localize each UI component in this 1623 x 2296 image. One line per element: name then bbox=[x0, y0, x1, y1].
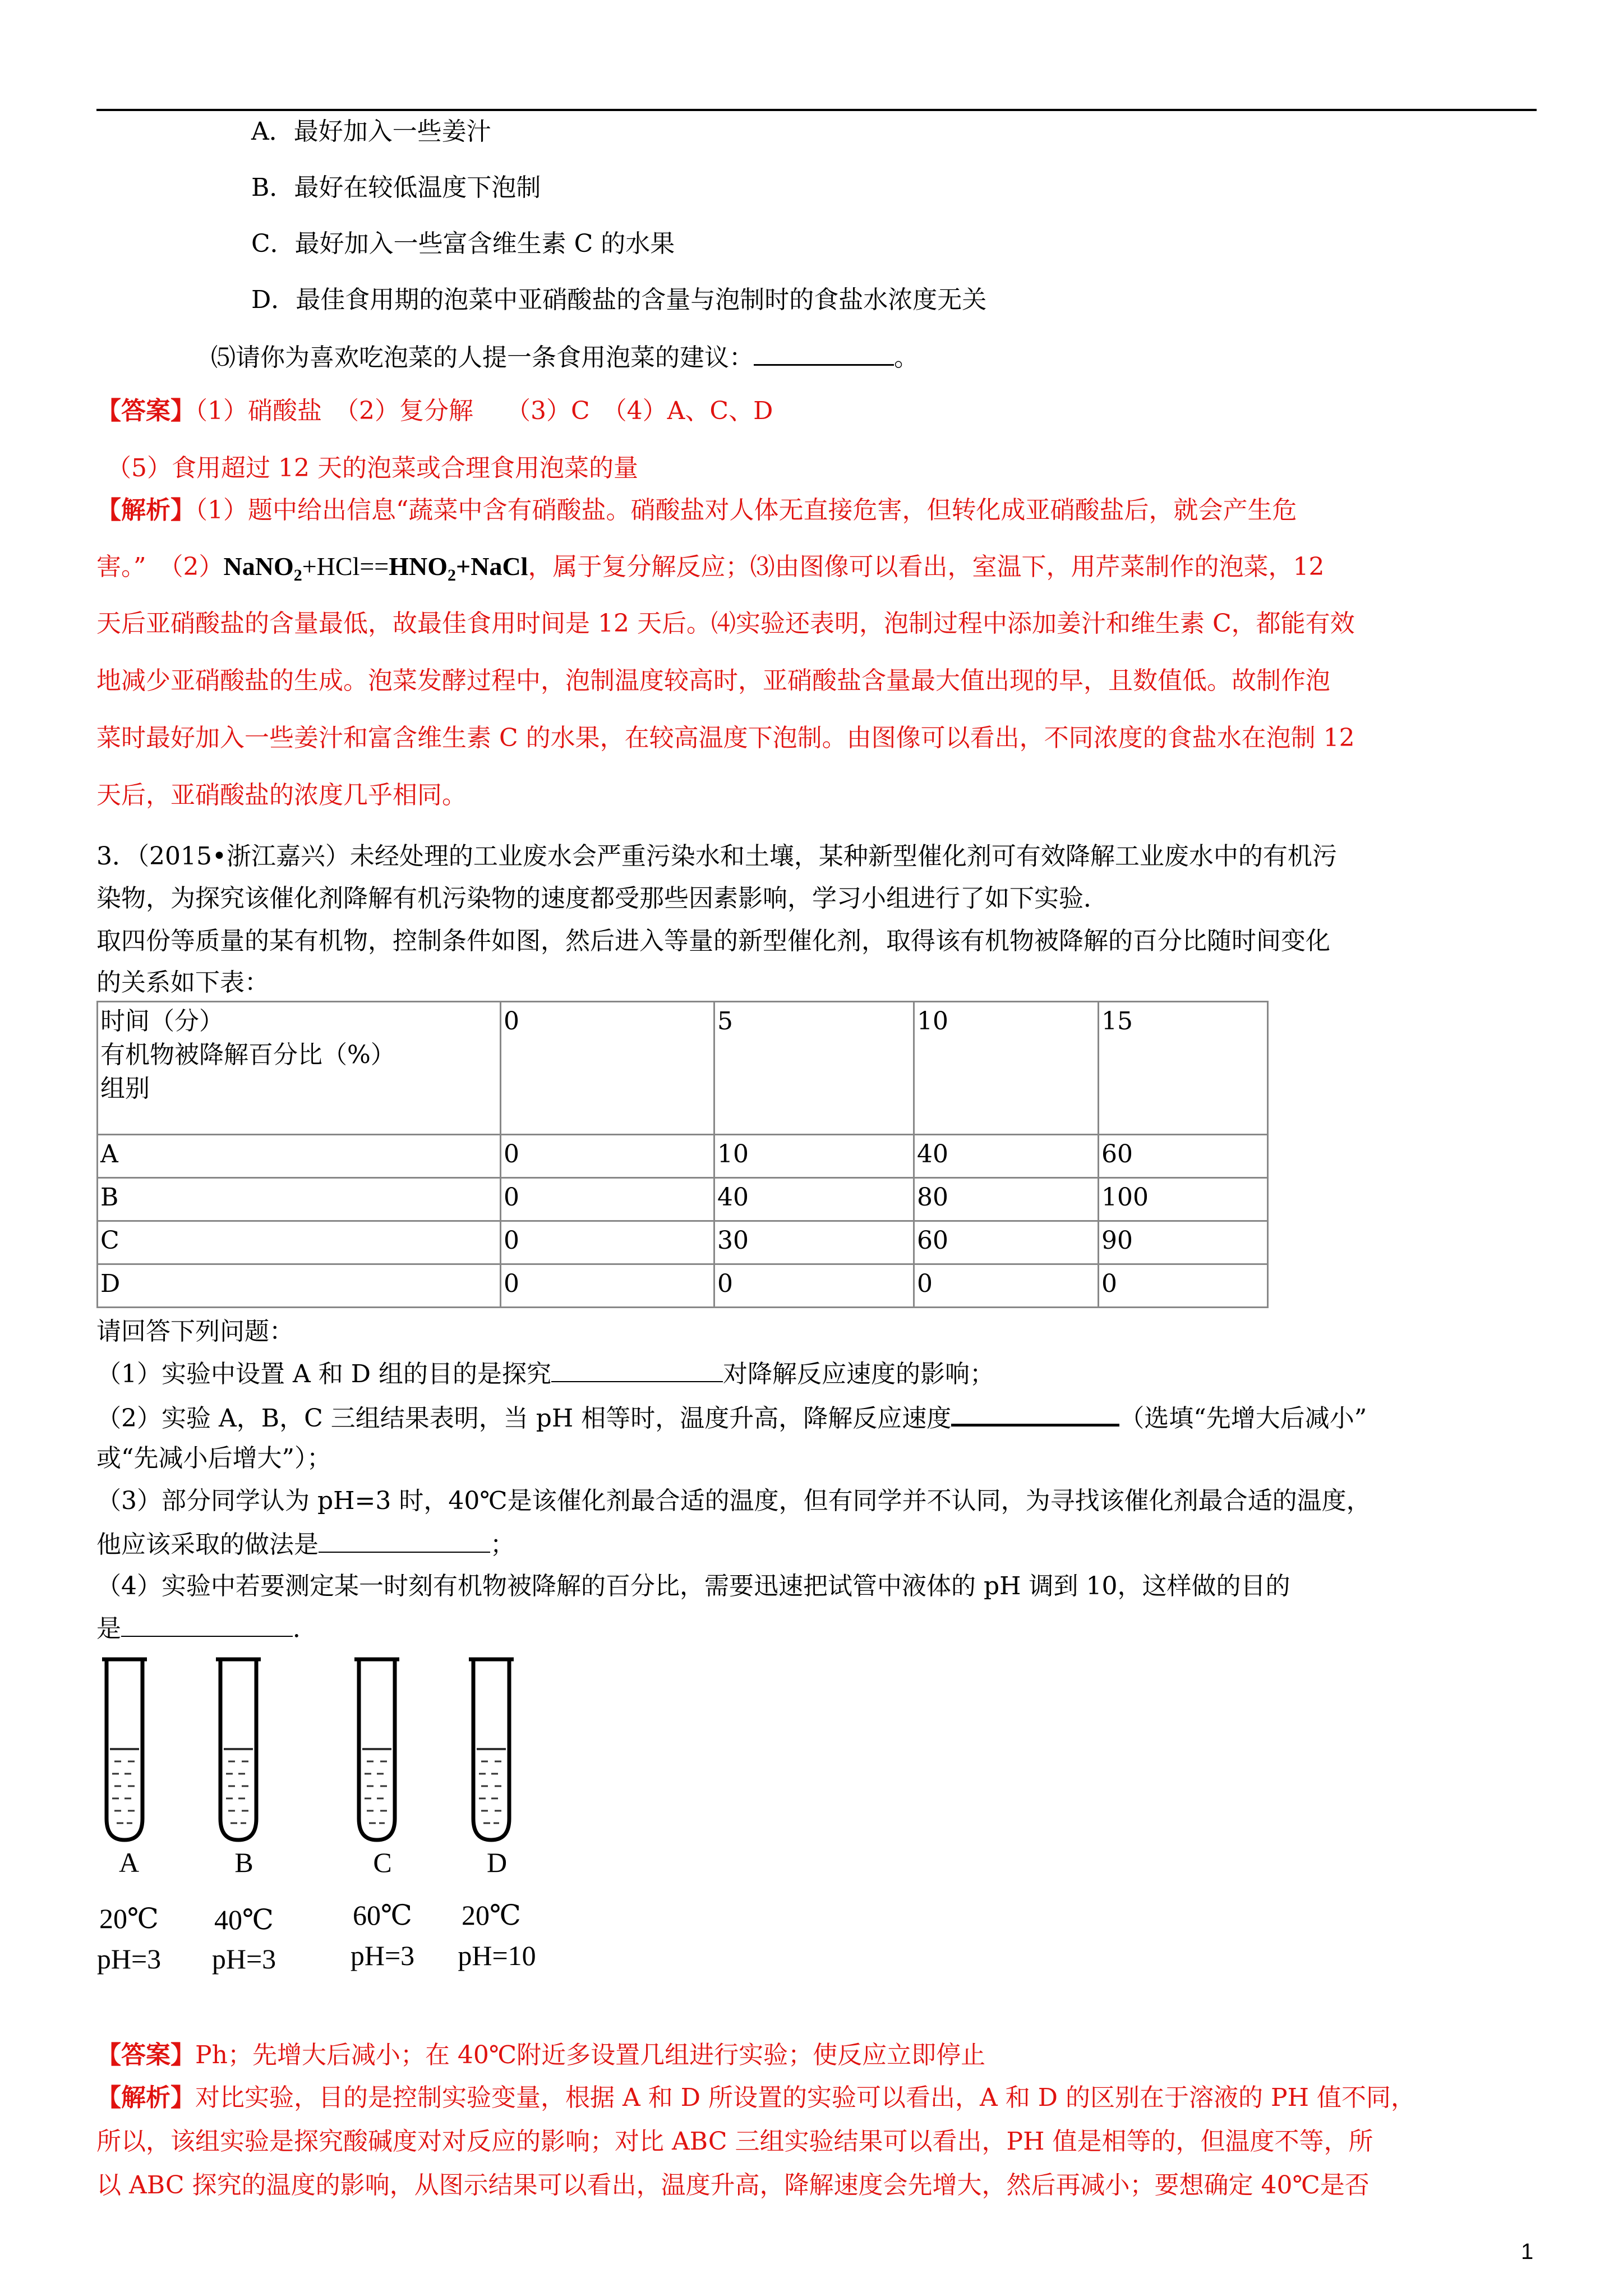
header-time-label: 时间（分） bbox=[100, 1007, 224, 1036]
question-4-cont bbox=[96, 1611, 317, 1646]
q3-intro-line1: 3．（2015•浙江嘉兴）未经处理的工业废水会严重污染水和土壤，某种新型催化剂可有效降解工业废水中的有机污 bbox=[96, 842, 1337, 871]
q3-analysis-line1 bbox=[96, 2081, 1415, 2115]
table-cell: 40 bbox=[714, 1178, 914, 1221]
table-cell: 10 bbox=[914, 1002, 1099, 1135]
answer-blank[interactable] bbox=[951, 1399, 1119, 1427]
tube-label-a: A bbox=[118, 1847, 140, 1878]
header-group-label: 组别 bbox=[100, 1074, 150, 1103]
question-2-cont: 或“先减小后增大”）； bbox=[96, 1444, 331, 1473]
table-row bbox=[98, 1221, 1268, 1264]
question-text: （1）实验中设置 A 和 D 组的目的是探究 bbox=[96, 1360, 551, 1388]
formula-nano2: NaNO bbox=[223, 552, 294, 581]
table-cell: 30 bbox=[714, 1221, 914, 1264]
table-cell: C bbox=[98, 1221, 501, 1264]
sub-question-5-end: 。 bbox=[894, 343, 919, 372]
degradation-table bbox=[96, 1001, 1269, 1308]
q2-analysis-line1 bbox=[96, 494, 1297, 527]
formula-subscript: 2 bbox=[448, 566, 457, 585]
page-number: 1 bbox=[1521, 2239, 1534, 2264]
table-cell: B bbox=[98, 1178, 501, 1221]
table-cell: 0 bbox=[714, 1264, 914, 1308]
table-cell: 0 bbox=[501, 1264, 714, 1308]
formula-nacl: +NaCl bbox=[456, 552, 528, 581]
answer-blank[interactable] bbox=[121, 1611, 293, 1637]
question-1 bbox=[96, 1356, 994, 1391]
analysis-text: （1）题中给出信息“蔬菜中含有硝酸盐。硝酸盐对人体无直接危害，但转化成亚硝酸盐后，就会产生危 bbox=[195, 496, 1297, 524]
tube-temp-d: 20℃ bbox=[462, 1899, 521, 1931]
tube-temp-b: 40℃ bbox=[214, 1904, 274, 1935]
answer-blank[interactable] bbox=[754, 339, 894, 366]
analysis-text: 对比实验，目的是控制实验变量，根据 A 和 D 所设置的实验可以看出，A 和 D 的区别在于溶液的 PH 值不同， bbox=[195, 2083, 1415, 2112]
table-cell: A bbox=[98, 1135, 501, 1178]
question-text: （2）实验 A，B，C 三组结果表明，当 pH 相等时，温度升高，降解反应速度 bbox=[96, 1404, 952, 1433]
tube-ph-c: pH=3 bbox=[350, 1940, 415, 1971]
question-text: ． bbox=[293, 1614, 317, 1643]
analysis-text: 害。” （2） bbox=[96, 553, 224, 581]
test-tubes-figure bbox=[95, 1655, 544, 1857]
table-cell: 60 bbox=[914, 1221, 1099, 1264]
answer-blank[interactable] bbox=[551, 1356, 723, 1382]
table-cell: 5 bbox=[714, 1002, 914, 1135]
table-row bbox=[98, 1135, 1268, 1178]
question-text: 是 bbox=[96, 1614, 121, 1643]
question-3-cont bbox=[96, 1527, 515, 1562]
table-row bbox=[98, 1264, 1268, 1308]
q2-analysis-line5: 菜时最好加入一些姜汁和富含维生素 C 的水果，在较高温度下泡制。由图像可以看出，不同浓度的食盐水在泡制 12 bbox=[96, 724, 1355, 752]
table-cell: 0 bbox=[501, 1221, 714, 1264]
option-b: B．最好在较低温度下泡制 bbox=[251, 173, 541, 202]
analysis-tag: 【解析】 bbox=[96, 496, 195, 524]
answer-tag: 【答案】 bbox=[96, 2041, 195, 2069]
table-cell: 100 bbox=[1099, 1178, 1268, 1221]
q2-analysis-line4: 地减少亚硝酸盐的生成。泡菜发酵过程中，泡制温度较高时，亚硝酸盐含量最大值出现的早，且数值低。故制作泡 bbox=[96, 666, 1330, 695]
formula-subscript: 2 bbox=[293, 566, 302, 585]
answer-blank[interactable] bbox=[319, 1527, 490, 1553]
q2-answer-line2: （5）食用超过 12 天的泡菜或合理食用泡菜的量 bbox=[107, 454, 638, 482]
option-c: C．最好加入一些富含维生素 C 的水果 bbox=[251, 229, 675, 258]
question-text: （选填“先增大后减小” bbox=[1119, 1404, 1367, 1433]
table-cell: 0 bbox=[501, 1178, 714, 1221]
formula-mid: +HCl== bbox=[302, 552, 389, 581]
table-cell: D bbox=[98, 1264, 501, 1308]
table-cell: 0 bbox=[501, 1002, 714, 1135]
answer-tag: 【答案】 bbox=[96, 397, 195, 425]
chemical-equation bbox=[223, 552, 528, 585]
tube-ph-d: pH=10 bbox=[458, 1940, 536, 1971]
table-cell: 90 bbox=[1099, 1221, 1268, 1264]
q2-analysis-line2 bbox=[96, 550, 1324, 592]
test-tube-c bbox=[354, 1659, 399, 1840]
tube-label-b: B bbox=[234, 1847, 253, 1878]
question-text: 他应该采取的做法是 bbox=[96, 1530, 319, 1559]
header-rule bbox=[96, 109, 1537, 111]
tube-temp-a: 20℃ bbox=[99, 1903, 159, 1934]
analysis-text: ，属于复分解反应；⑶由图像可以看出，室温下，用芹菜制作的泡菜，12 bbox=[528, 553, 1325, 581]
sub-question-5-text: ⑸请你为喜欢吃泡菜的人提一条食用泡菜的建议： bbox=[211, 343, 754, 372]
table-cell: 40 bbox=[914, 1135, 1099, 1178]
header-percent-label: 有机物被降解百分比（%） bbox=[100, 1041, 395, 1069]
table-cell: 0 bbox=[501, 1135, 714, 1178]
q3-intro-line3: 取四份等质量的某有机物，控制条件如图，然后进入等量的新型催化剂，取得该有机物被降解的百分比随时间变化 bbox=[96, 927, 1330, 955]
table-cell: 15 bbox=[1099, 1002, 1268, 1135]
question-3: （3）部分同学认为 pH=3 时，40℃是该催化剂最合适的温度，但有同学并不认同，为寻找该催化剂最合适的温度， bbox=[96, 1487, 1371, 1515]
tube-ph-a: pH=3 bbox=[96, 1943, 162, 1975]
q3-intro-line2: 染物，为探究该催化剂降解有机污染物的速度都受那些因素影响，学习小组进行了如下实验． bbox=[96, 884, 1108, 913]
q2-analysis-line3: 天后亚硝酸盐的含量最低，故最佳食用时间是 12 天后。⑷实验还表明，泡制过程中添加姜汁和维生素 C，都能有效 bbox=[96, 609, 1355, 638]
tube-label-c: C bbox=[373, 1847, 392, 1878]
test-tube-d bbox=[469, 1659, 514, 1840]
tube-temp-c: 60℃ bbox=[353, 1899, 412, 1931]
questions-prompt: 请回答下列问题： bbox=[96, 1317, 294, 1346]
table-header-cell bbox=[98, 1002, 501, 1135]
test-tube-a bbox=[102, 1659, 147, 1840]
table-row bbox=[98, 1178, 1268, 1221]
q2-answer-line1 bbox=[96, 394, 773, 428]
q3-intro-line4: 的关系如下表： bbox=[96, 968, 269, 997]
q3-analysis-line3: 以 ABC 探究的温度的影响，从图示结果可以看出，温度升高，降解速度会先增大，然后再减小；要想确定 40℃是否 bbox=[96, 2171, 1370, 2200]
q2-analysis-line6: 天后，亚硝酸盐的浓度几乎相同。 bbox=[96, 781, 467, 809]
table-cell: 60 bbox=[1099, 1135, 1268, 1178]
tube-label-d: D bbox=[486, 1847, 508, 1878]
q3-analysis-line2: 所以，该组实验是探究酸碱度对对反应的影响；对比 ABC 三组实验结果可以看出，PH 值是相等的，但温度不等，所 bbox=[96, 2127, 1373, 2156]
formula-hno2: HNO bbox=[389, 552, 448, 581]
question-2 bbox=[96, 1399, 1367, 1435]
table-cell: 0 bbox=[914, 1264, 1099, 1308]
tube-ph-b: pH=3 bbox=[211, 1943, 276, 1975]
answer-text: （1）硝酸盐 （2）复分解 （3）C （4）A、C、D bbox=[195, 397, 773, 425]
answer-text: Ph；先增大后减小；在 40℃附近多设置几组进行实验；使反应立即停止 bbox=[195, 2041, 986, 2069]
table-cell: 0 bbox=[1099, 1264, 1268, 1308]
table-cell: 80 bbox=[914, 1178, 1099, 1221]
test-tube-b bbox=[216, 1659, 261, 1840]
option-d: D．最佳食用期的泡菜中亚硝酸盐的含量与泡制时的食盐水浓度无关 bbox=[251, 286, 987, 314]
table-header-row bbox=[98, 1002, 1268, 1135]
question-text: 对降解反应速度的影响； bbox=[723, 1360, 994, 1388]
question-4: （4）实验中若要测定某一时刻有机物被降解的百分比，需要迅速把试管中液体的 pH 调到 10，这样做的目的 bbox=[96, 1572, 1290, 1600]
option-a: A．最好加入一些姜汁 bbox=[251, 117, 491, 146]
q3-answer bbox=[96, 2039, 985, 2072]
sub-question-5 bbox=[211, 339, 919, 375]
table-cell: 10 bbox=[714, 1135, 914, 1178]
analysis-tag: 【解析】 bbox=[96, 2083, 195, 2112]
question-text: ； bbox=[490, 1530, 515, 1559]
